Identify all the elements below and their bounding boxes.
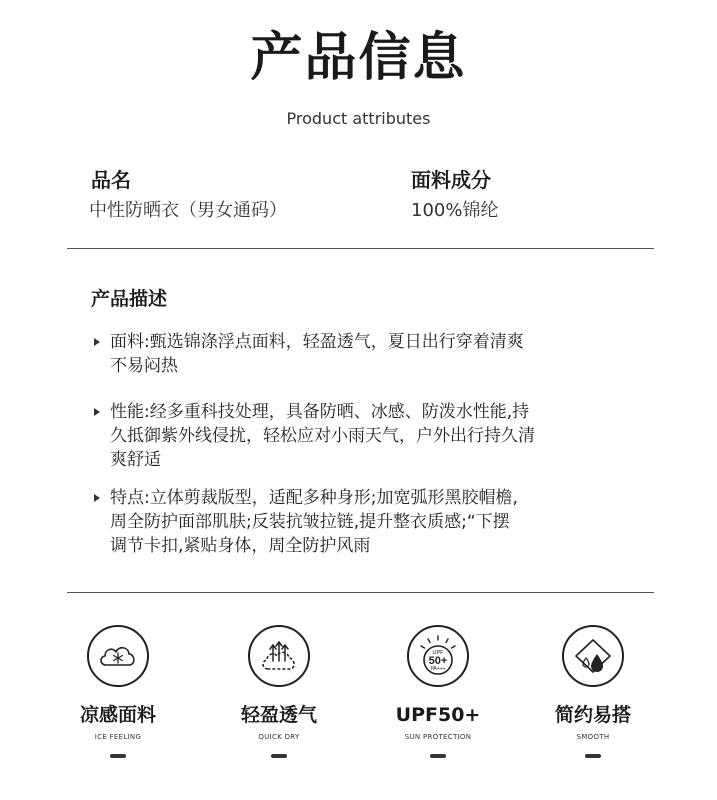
upf-badge-line3: PA+++ bbox=[430, 666, 446, 672]
feature-smooth bbox=[523, 625, 663, 758]
page-title: 产品信息 bbox=[250, 28, 467, 88]
bullet-arrow-icon bbox=[94, 338, 100, 346]
feature-dash bbox=[430, 754, 446, 758]
cloud-snowflake-icon bbox=[87, 625, 149, 687]
description-line: 调节卡扣,紧贴身体，周全防护风雨 bbox=[110, 536, 371, 556]
feature-sun-protection bbox=[368, 625, 508, 758]
bullet-arrow-icon bbox=[94, 494, 100, 502]
description-heading: 产品描述 bbox=[91, 288, 168, 310]
feature-ice-feeling bbox=[48, 625, 188, 758]
feature-dash bbox=[271, 754, 287, 758]
description-item-text bbox=[110, 400, 624, 472]
upf-badge-line2: 50+ bbox=[428, 655, 448, 667]
description-item bbox=[94, 486, 624, 558]
divider-top bbox=[67, 248, 654, 249]
diamond-drop-icon bbox=[562, 625, 624, 687]
attr-name-label: 品名 bbox=[91, 168, 131, 192]
description-line: 周全防护面部肌肤;反装抗皱拉链,提升整衣质感;“下摆 bbox=[110, 512, 510, 532]
description-line: 性能:经多重科技处理，具备防晒、冰感、防泼水性能,持 bbox=[110, 402, 530, 422]
feature-name: UPF50+ bbox=[395, 704, 481, 726]
feature-dash bbox=[110, 754, 126, 758]
page-subtitle: Product attributes bbox=[286, 109, 431, 128]
cloud-arrows-icon bbox=[248, 625, 310, 687]
upf-sun-badge-icon bbox=[407, 625, 469, 687]
description-line: 久抵御紫外线侵扰，轻松应对小雨天气，户外出行持久清 bbox=[110, 426, 535, 446]
feature-name: 简约易搭 bbox=[554, 704, 631, 726]
description-line: 特点:立体剪裁版型，适配多种身形;加宽弧形黑胶帽檐, bbox=[110, 488, 518, 508]
feature-subtitle: SUN PROTECTION bbox=[404, 733, 472, 741]
description-line: 不易闷热 bbox=[110, 356, 178, 376]
feature-name: 凉感面料 bbox=[79, 704, 156, 726]
feature-name: 轻盈透气 bbox=[240, 704, 317, 726]
feature-subtitle: ICE FEELING bbox=[94, 733, 142, 741]
description-line: 面料:甄选锦涤浮点面料，轻盈透气，夏日出行穿着清爽 bbox=[110, 332, 524, 352]
divider-bottom bbox=[67, 592, 654, 593]
description-line: 爽舒适 bbox=[110, 450, 161, 470]
attr-fabric-value: 100%锦纶 bbox=[411, 200, 499, 221]
upf-badge-line1: UPF bbox=[432, 650, 444, 656]
feature-subtitle: QUICK DRY bbox=[258, 733, 300, 741]
description-item bbox=[94, 400, 624, 472]
feature-dash bbox=[585, 754, 601, 758]
attr-fabric-label: 面料成分 bbox=[411, 168, 491, 192]
attr-name-value: 中性防晒衣（男女通码） bbox=[89, 200, 287, 221]
feature-subtitle: SMOOTH bbox=[576, 733, 610, 741]
description-item-text bbox=[110, 330, 624, 378]
description-item bbox=[94, 330, 624, 378]
description-item-text bbox=[110, 486, 624, 558]
bullet-arrow-icon bbox=[94, 408, 100, 416]
feature-quick-dry bbox=[209, 625, 349, 758]
